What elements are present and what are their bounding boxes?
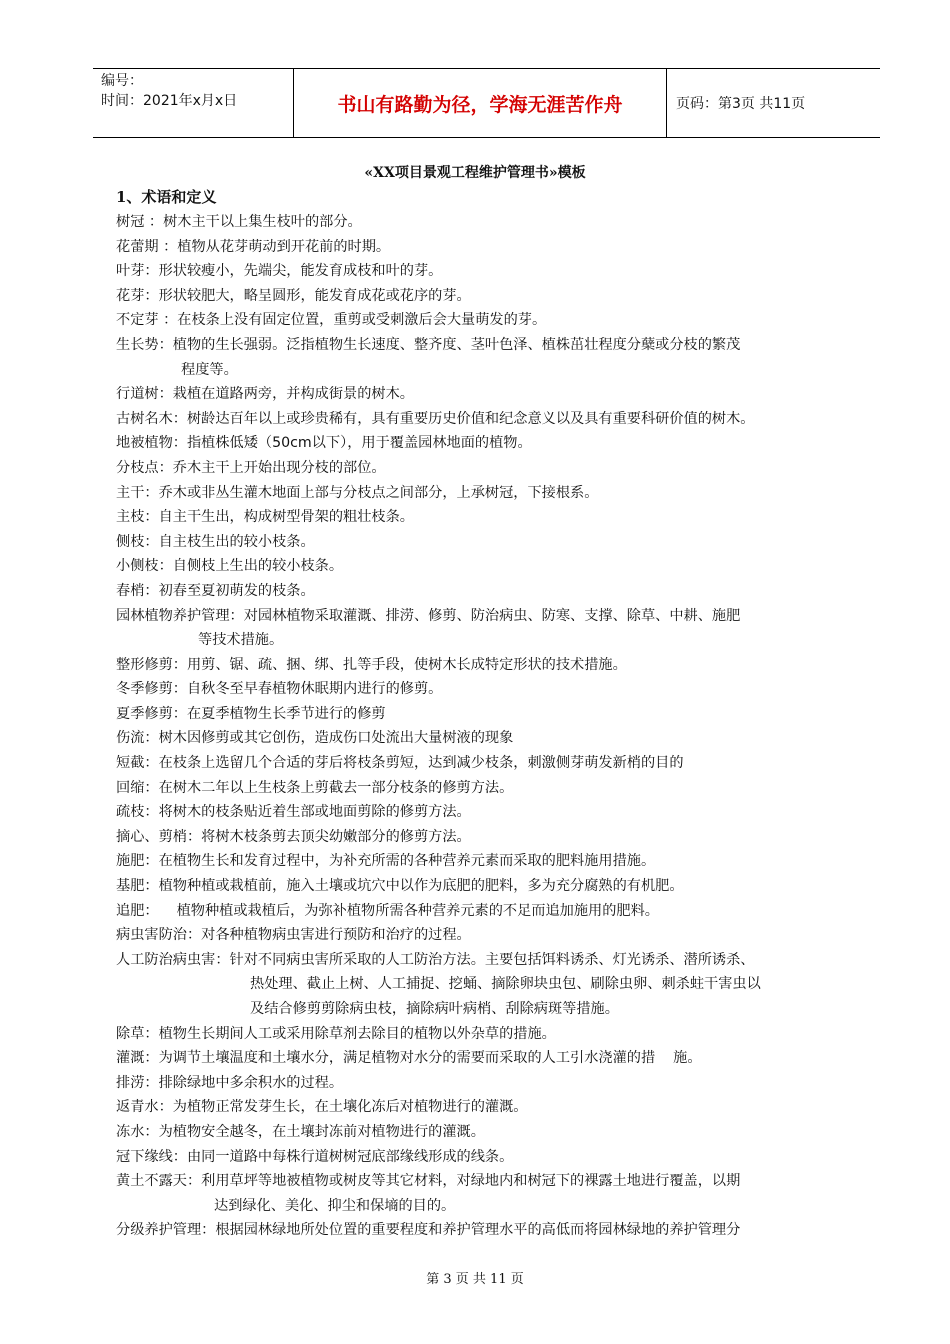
term-definition xyxy=(116,579,876,604)
term-definition xyxy=(116,554,876,579)
term-text: 人工防治病虫害：针对不同病虫害所采取的人工防治方法。主要包括饵料诱杀、灯光诱杀、潜所诱杀、 xyxy=(116,951,755,968)
term-definition xyxy=(116,923,876,948)
term-text: 灌溉：为调节土壤温度和土壤水分，满足植物对水分的需要而采取的人工引水浇灌的措 施。 xyxy=(116,1050,702,1067)
term-text: 冠下缘线：由同一道路中每株行道树树冠底部缘线形成的线条。 xyxy=(116,1148,514,1165)
term-text: 施肥：在植物生长和发育过程中，为补充所需的各种营养元素而采取的肥料施用措施。 xyxy=(116,853,656,870)
term-definition xyxy=(116,948,876,1022)
term-text: 叶芽：形状较瘦小，先端尖，能发育成枝和叶的芽。 xyxy=(116,263,443,280)
term-text-continuation: 达到绿化、美化、抑尘和保墒的目的。 xyxy=(214,1197,456,1214)
term-text: 病虫害防治：对各种植物病虫害进行预防和治疗的过程。 xyxy=(116,927,471,944)
term-definition xyxy=(116,1046,876,1071)
term-text: 短截：在枝条上选留几个合适的芽后将枝条剪短，达到减少枝条，刺激侧芽萌发新梢的目的 xyxy=(116,755,684,772)
term-text: 追肥： 植物种植或栽植后，为弥补植物所需各种营养元素的不足而追加施用的肥料。 xyxy=(116,902,659,919)
term-definition xyxy=(116,899,876,924)
term-text: 不定芽 ：在枝条上没有固定位置，重剪或受刺激后会大量萌发的芽。 xyxy=(116,312,547,329)
term-definition xyxy=(116,481,876,506)
term-text: 分枝点：乔木主干上开始出现分枝的部位。 xyxy=(116,459,386,476)
term-definition xyxy=(116,308,876,333)
term-definition xyxy=(116,800,876,825)
term-text: 古树名木：树龄达百年以上或珍贵稀有，具有重要历史价值和纪念意义以及具有重要科研价值的树木。 xyxy=(116,410,755,427)
term-text: 摘心、剪梢：将树木枝条剪去顶尖幼嫩部分的修剪方法。 xyxy=(116,828,471,845)
terms-list xyxy=(116,210,876,1243)
term-definition xyxy=(116,382,876,407)
term-text: 生长势：植物的生长强弱。泛指植物生长速度、整齐度、茎叶色泽、植株茁壮程度分蘖或分枝的繁茂 xyxy=(116,336,741,353)
term-text: 伤流：树木因修剪或其它创伤，造成伤口处流出大量树液的现象 xyxy=(116,730,514,747)
term-text: 树冠 ：树木主干以上集生枝叶的部分。 xyxy=(116,214,362,230)
term-definition xyxy=(116,456,876,481)
term-definition xyxy=(116,259,876,284)
term-text: 小侧枝：自侧枝上生出的较小枝条。 xyxy=(116,558,344,575)
term-text: 夏季修剪：在夏季植物生长季节进行的修剪 xyxy=(116,705,386,722)
term-definition xyxy=(116,874,876,899)
term-text: 整形修剪：用剪、锯、疏、捆、绑、扎等手段，使树木长成特定形状的技术措施。 xyxy=(116,656,627,673)
term-text: 冻水：为植物安全越冬，在土壤封冻前对植物进行的灌溉。 xyxy=(116,1123,485,1140)
term-text: 分级养护管理：根据园林绿地所处位置的重要程度和养护管理水平的高低而将园林绿地的养护管理分 xyxy=(116,1222,741,1239)
term-text-continuation: 程度等。 xyxy=(181,361,238,378)
term-text: 回缩：在树木二年以上生枝条上剪截去一部分枝条的修剪方法。 xyxy=(116,779,514,796)
term-definition xyxy=(116,235,876,260)
term-text: 黄土不露天：利用草坪等地被植物或树皮等其它材料，对绿地内和树冠下的裸露土地进行覆盖，以期 xyxy=(116,1173,741,1190)
term-text: 侧枝：自主枝生出的较小枝条。 xyxy=(116,533,315,550)
term-definition xyxy=(116,210,876,235)
term-text-continuation: 热处理、截止上树、人工捕捉、挖蛹、摘除卵块虫包、刷除虫卵、刺杀蛀干害虫以 xyxy=(250,976,761,993)
term-text: 花蕾期 ：植物从花芽萌动到开花前的时期。 xyxy=(116,238,391,255)
document-title: «XX项目景观工程维护管理书»模板 xyxy=(364,165,586,181)
code-label: 编号： xyxy=(101,73,143,89)
term-definition xyxy=(116,407,876,432)
term-definition xyxy=(116,1145,876,1170)
header-page-label: 页码：第3页 共11页 xyxy=(676,96,806,112)
term-definition xyxy=(116,431,876,456)
term-text: 主枝：自主干生出，构成树型骨架的粗壮枝条。 xyxy=(116,509,414,526)
term-definition xyxy=(116,776,876,801)
term-text: 主干：乔木或非丛生灌木地面上部与分枝点之间部分，上承树冠，下接根系。 xyxy=(116,484,599,501)
term-text: 基肥：植物种植或栽植前，施入土壤或坑穴中以作为底肥的肥料，多为充分腐熟的有机肥。 xyxy=(116,878,684,895)
term-text: 春梢：初春至夏初萌发的枝条。 xyxy=(116,582,315,599)
term-definition xyxy=(116,726,876,751)
term-text: 地被植物：指植株低矮（50cm以下），用于覆盖园林地面的植物。 xyxy=(116,435,532,452)
term-text: 疏枝：将树木的枝条贴近着生部或地面剪除的修剪方法。 xyxy=(116,804,471,821)
header-motto: 书山有路勤为径，学海无涯苦作舟 xyxy=(293,69,667,137)
term-definition xyxy=(116,1071,876,1096)
term-text: 冬季修剪：自秋冬至早春植物休眠期内进行的修剪。 xyxy=(116,681,443,698)
term-definition xyxy=(116,825,876,850)
term-definition xyxy=(116,751,876,776)
term-definition xyxy=(116,1095,876,1120)
term-text: 排涝：排除绿地中多余积水的过程。 xyxy=(116,1074,344,1091)
term-definition xyxy=(116,702,876,727)
term-text: 除草：植物生长期间人工或采用除草剂去除目的植物以外杂草的措施。 xyxy=(116,1025,556,1042)
term-definition xyxy=(116,530,876,555)
header-meta xyxy=(101,71,237,111)
term-definition xyxy=(116,849,876,874)
time-label: 时间：2021年x月x日 xyxy=(101,93,238,109)
term-text: 返青水：为植物正常发芽生长，在土壤化冻后对植物进行的灌溉。 xyxy=(116,1099,528,1116)
term-definition xyxy=(116,1169,876,1218)
term-definition xyxy=(116,1022,876,1047)
term-text: 园林植物养护管理：对园林植物采取灌溉、排涝、修剪、防治病虫、防寒、支撑、除草、中耕、施肥 xyxy=(116,607,741,624)
term-text-continuation: 及结合修剪剪除病虫枝，摘除病叶病梢、刮除病斑等措施。 xyxy=(250,1001,619,1017)
term-definition xyxy=(116,505,876,530)
page-header xyxy=(93,68,880,138)
term-definition xyxy=(116,604,876,653)
term-definition xyxy=(116,1120,876,1145)
term-text-continuation: 等技术措施。 xyxy=(198,632,284,649)
term-definition xyxy=(116,1218,876,1243)
term-definition xyxy=(116,333,876,382)
page-footer: 第 3 页 共 11 页 xyxy=(426,1272,524,1287)
section-heading: 1、术语和定义 xyxy=(116,188,217,206)
term-text: 花芽：形状较肥大，略呈圆形，能发育成花或花序的芽。 xyxy=(116,287,471,304)
term-text: 行道树：栽植在道路两旁，并构成街景的树木。 xyxy=(116,386,414,403)
term-definition xyxy=(116,284,876,309)
term-definition xyxy=(116,677,876,702)
term-definition xyxy=(116,653,876,678)
